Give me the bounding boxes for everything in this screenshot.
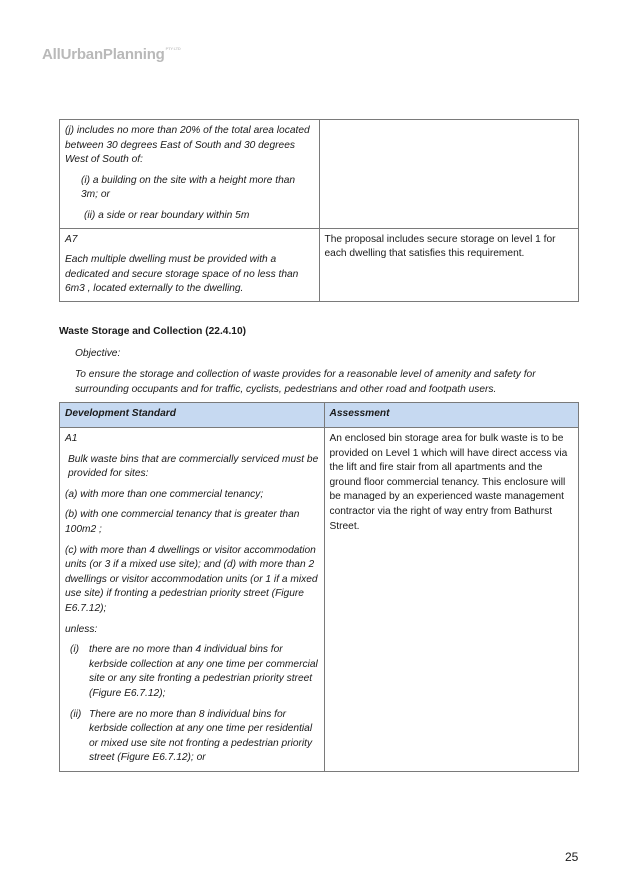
standard-text: Each multiple dwelling must be provided with a dedicated and secure storage space of no less than 6m3 , located externally to the dwelling. bbox=[65, 254, 299, 295]
standard-item-cd: (c) with more than 4 dwellings or visitor accommodation units (or 3 if a mixed use site); and (d) with more than 2 dwellings or visitor accommodation units (or 1 if a mixed use site) if fronting a pedestrian priority street (Figure E6.7.12); bbox=[65, 544, 318, 614]
assessment-cell bbox=[319, 120, 579, 229]
list-item bbox=[65, 708, 319, 766]
column-header-standard: Development Standard bbox=[60, 403, 325, 428]
logo-trademark: PTY LTD bbox=[165, 46, 181, 51]
section-heading: Waste Storage and Collection (22.4.10) bbox=[59, 326, 247, 337]
assessment-cell bbox=[324, 428, 579, 772]
logo-text: AllUrbanPlanning bbox=[42, 46, 165, 63]
standard-item-i: (i) a building on the site with a height more than 3m; or bbox=[81, 174, 296, 201]
table-row bbox=[60, 120, 579, 229]
company-logo bbox=[42, 46, 181, 63]
standard-item-ii: (ii) a side or rear boundary within 5m bbox=[84, 209, 250, 221]
objective-label: Objective: bbox=[75, 348, 121, 359]
requirements-table-continued bbox=[59, 119, 579, 302]
standard-code: A7 bbox=[65, 233, 78, 245]
standard-item-b: (b) with one commercial tenancy that is greater than 100m2 ; bbox=[65, 509, 300, 535]
list-text: There are no more than 8 individual bins for kerbside collection at any one time per residential or mixed use site not fronting a pedestrian priority street (Figure E6.7.12); or bbox=[89, 708, 313, 764]
table-row bbox=[60, 428, 579, 772]
table-header-row bbox=[60, 403, 579, 428]
list-number: (ii) bbox=[70, 708, 82, 720]
list-text: there are no more than 4 individual bins for kerbside collection at any one time per commercial site or any site fronting a pedestrian priority street (Figure E6.7.12); bbox=[89, 644, 318, 699]
assessment-cell bbox=[319, 228, 579, 301]
waste-standards-table bbox=[59, 402, 579, 772]
list-number: (i) bbox=[70, 644, 80, 656]
standard-item-a: (a) with more than one commercial tenancy; bbox=[65, 488, 264, 500]
page-number: 25 bbox=[565, 850, 579, 864]
standard-cell bbox=[60, 120, 320, 229]
assessment-text: An enclosed bin storage area for bulk waste is to be provided on Level 1 which will have direct access via the lift and fire stair from all apartments and the ground floor commercial tenancy. This enclosure will be managed by an experienced waste management contractor via the right of way entry from Bathurst Street. bbox=[329, 433, 568, 532]
column-header-assessment: Assessment bbox=[324, 403, 579, 428]
objective-text: To ensure the storage and collection of waste provides for a reasonable level of amenity and safety for surrounding occupants and for traffic, cyclists, pedestrians and other road and footpath users. bbox=[75, 369, 536, 395]
standard-intro: (j) includes no more than 20% of the total area located between 30 degrees East of South and 30 degrees West of South of: bbox=[65, 125, 310, 166]
assessment-text: The proposal includes secure storage on level 1 for each dwelling that satisfies this requirement. bbox=[324, 233, 556, 260]
standard-intro: Bulk waste bins that are commercially serviced must be provided for sites: bbox=[68, 453, 319, 480]
table-row bbox=[60, 228, 579, 301]
standard-cell bbox=[60, 228, 320, 301]
list-item bbox=[65, 643, 319, 701]
standard-cell bbox=[60, 428, 325, 772]
standard-code: A1 bbox=[65, 433, 78, 444]
standard-unless: unless: bbox=[65, 623, 98, 635]
